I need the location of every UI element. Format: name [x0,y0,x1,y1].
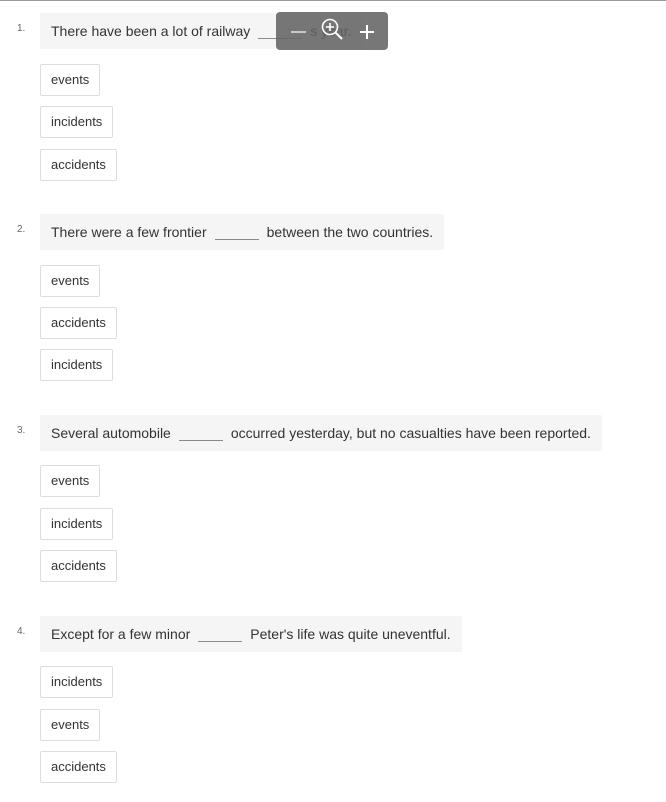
option-button[interactable]: incidents [40,508,113,540]
prompt-text-before: There have been a lot of railway [51,23,251,39]
zoom-in-button[interactable] [352,12,384,50]
zoom-toolbar [276,12,388,50]
question-prompt [40,214,444,250]
option-button[interactable]: events [40,265,100,297]
question-number: 1. [17,23,26,34]
minus-icon [282,12,314,50]
prompt-text-after: Peter's life was quite uneventful. [250,626,451,642]
option-button[interactable]: accidents [40,307,117,339]
option-button[interactable]: incidents [40,349,113,381]
magnifier-plus-icon [316,12,348,50]
prompt-text-before: Except for a few minor [51,626,191,642]
zoom-in-magnifier-button[interactable] [316,12,348,50]
plus-icon [352,12,384,50]
option-button[interactable]: events [40,64,100,96]
answer-blank [215,227,259,240]
top-divider [0,0,666,1]
prompt-text-before: There were a few frontier [51,224,207,240]
answer-blank [179,428,223,441]
question-number: 4. [17,626,26,637]
prompt-text-before: Several automobile [51,425,171,441]
option-button[interactable]: accidents [40,550,117,582]
answer-blank [198,629,242,642]
question-number: 2. [17,224,26,235]
question-prompt [40,415,602,451]
option-button[interactable]: accidents [40,751,117,783]
question-prompt [40,616,462,652]
option-button[interactable]: incidents [40,106,113,138]
option-button[interactable]: incidents [40,666,113,698]
option-button[interactable]: events [40,465,100,497]
prompt-text-after: occurred yesterday, but no casualties have been reported. [230,425,591,441]
option-button[interactable]: events [40,709,100,741]
zoom-out-button[interactable] [282,12,314,50]
prompt-text-after: between the two countries. [266,224,434,240]
question-number: 3. [17,425,26,436]
option-button[interactable]: accidents [40,149,117,181]
